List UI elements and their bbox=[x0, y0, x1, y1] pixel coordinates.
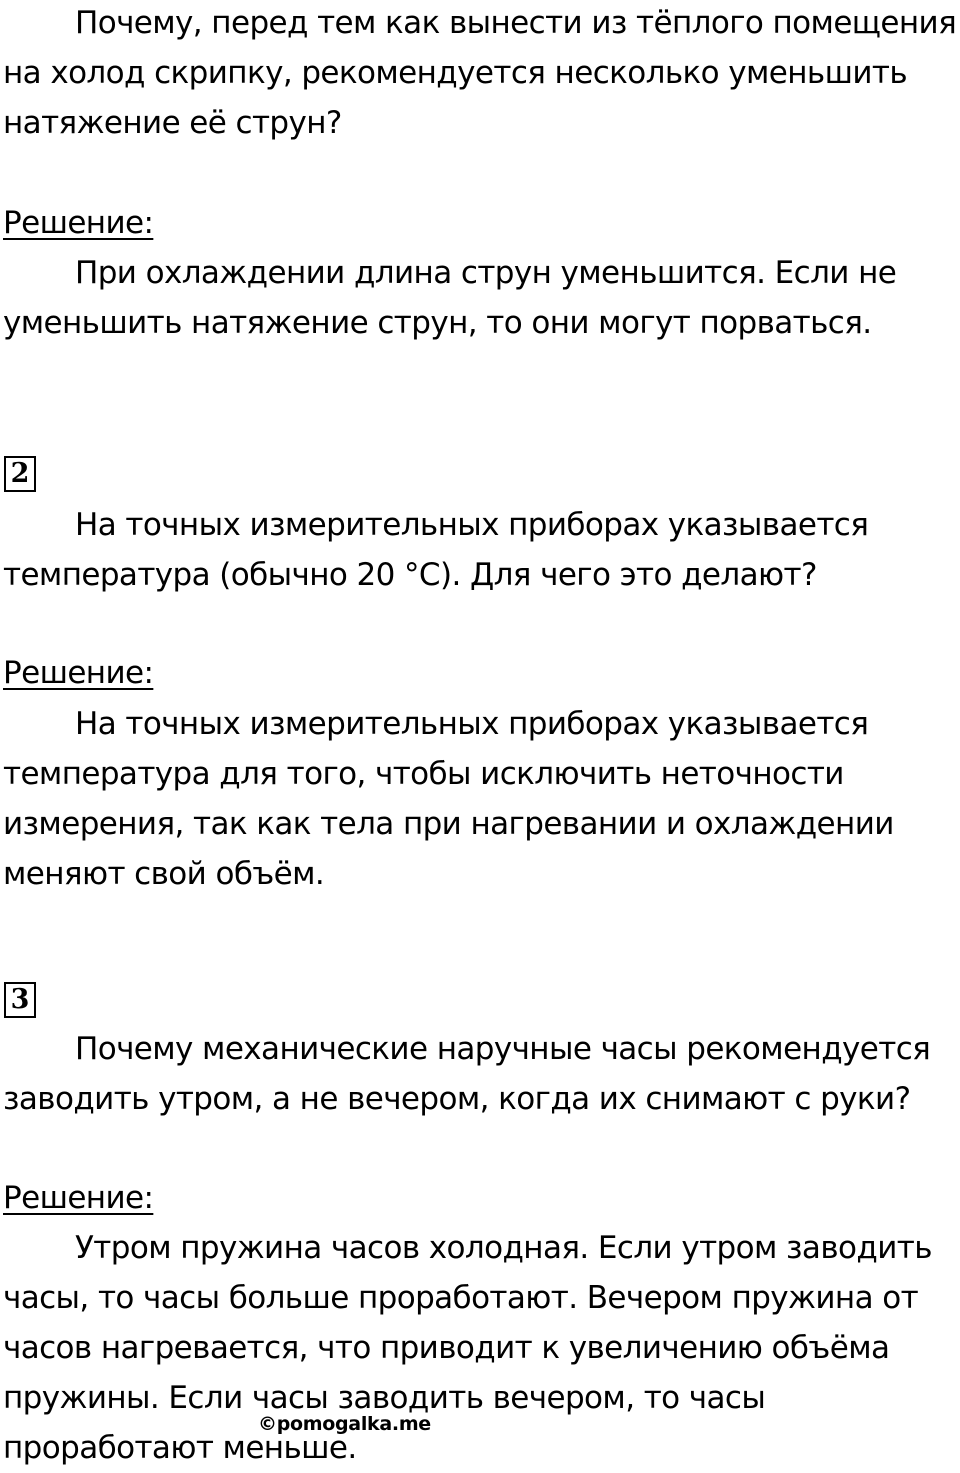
task3-solution-line: Утром пружина часов холодная. Если утром заводить bbox=[75, 1230, 932, 1266]
task1-solution-line: уменьшить натяжение струн, то они могут порваться. bbox=[3, 305, 872, 341]
task2-question-line: На точных измерительных приборах указывается bbox=[75, 507, 869, 543]
task3-question-line: заводить утром, а не вечером, когда их снимают с руки? bbox=[3, 1081, 911, 1117]
task3-solution-line: проработают меньше. bbox=[3, 1430, 357, 1466]
task2-solution-heading: Решение: bbox=[3, 655, 154, 691]
task1-solution bbox=[3, 248, 953, 348]
task3-solution-heading: Решение: bbox=[3, 1180, 154, 1216]
task1-question-line: Почему, перед тем как вынести из тёплого помещения bbox=[75, 5, 957, 41]
task2-number-box: 2 bbox=[4, 456, 36, 492]
task2-question bbox=[3, 500, 953, 600]
task2-solution-line: температура для того, чтобы исключить неточности bbox=[3, 756, 844, 792]
task2-solution bbox=[3, 699, 953, 899]
task3-number-box: 3 bbox=[4, 982, 36, 1018]
task1-question bbox=[3, 0, 957, 148]
task1-question-line: на холод скрипку, рекомендуется несколько уменьшить bbox=[3, 55, 908, 91]
task1-solution-heading: Решение: bbox=[3, 205, 154, 241]
task2-solution-line: меняют свой объём. bbox=[3, 856, 325, 892]
task1-solution-line: При охлаждении длина струн уменьшится. Если не bbox=[75, 255, 897, 291]
task1-question-line: натяжение её струн? bbox=[3, 105, 342, 141]
task3-question bbox=[3, 1024, 953, 1124]
task3-solution-line: часы, то часы больше проработают. Вечером пружина от bbox=[3, 1280, 919, 1316]
task3-solution-line: пружины. Если часы заводить вечером, то часы bbox=[3, 1380, 766, 1416]
watermark: ©pomogalka.me bbox=[258, 1413, 431, 1435]
task3-question-line: Почему механические наручные часы рекомендуется bbox=[75, 1031, 931, 1067]
task2-solution-line: На точных измерительных приборах указывается bbox=[75, 706, 869, 742]
task2-solution-line: измерения, так как тела при нагревании и охлаждении bbox=[3, 806, 894, 842]
task3-solution-line: часов нагревается, что приводит к увеличению объёма bbox=[3, 1330, 890, 1366]
task2-question-line: температура (обычно 20 °С). Для чего это делают? bbox=[3, 557, 817, 593]
task3-solution bbox=[3, 1223, 953, 1473]
